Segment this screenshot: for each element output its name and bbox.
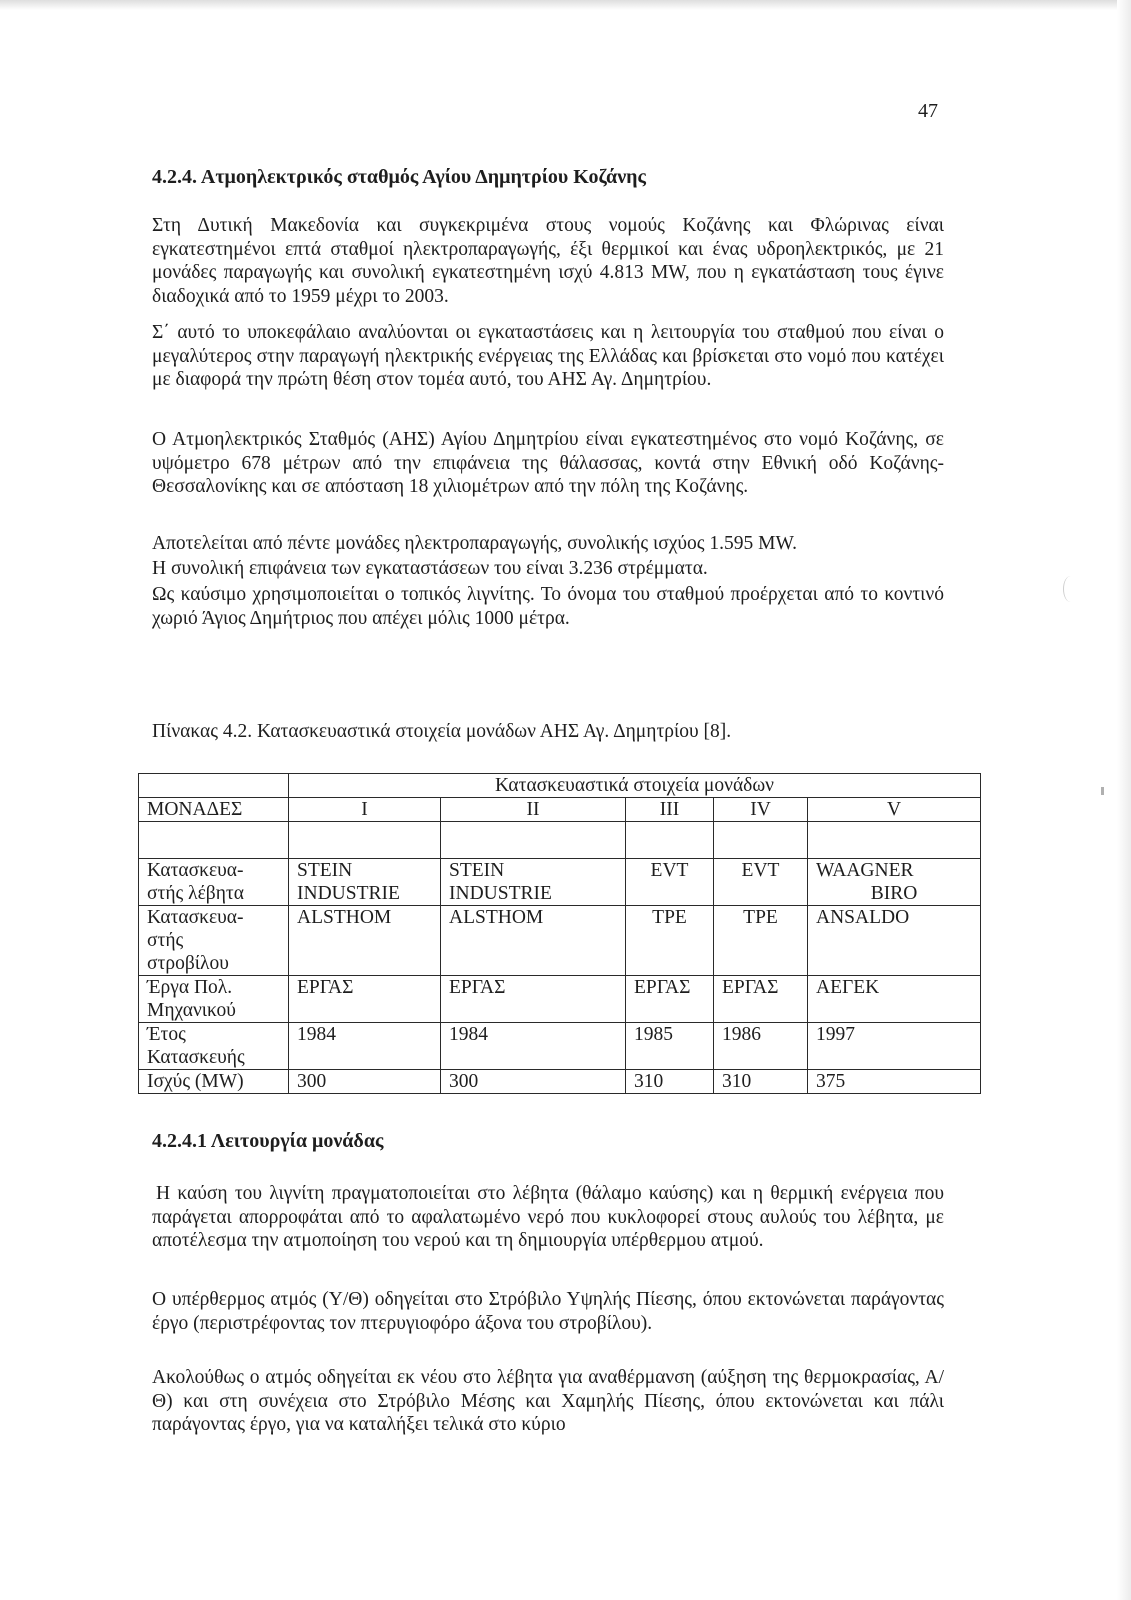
table-cell: ΕΡΓΑΣ xyxy=(441,976,626,1023)
table-title: Κατασκευαστικά στοιχεία μονάδων xyxy=(289,774,981,798)
table-cell: 300 xyxy=(289,1070,441,1094)
table-cell: ANSALDO xyxy=(808,906,981,976)
paragraph: Σ΄ αυτό το υποκεφάλαιο αναλύονται οι εγκαταστάσεις και η λειτουργία του σταθμού που είναι ο μεγαλύτερος στην παραγωγή ηλεκτρικής ενέργειας της Ελλάδας και βρίσκεται στο νομό που κατέχει με διαφορά την πρώτη θέση στον τομέα αυτό, του ΑΗΣ Αγ. Δημητρίου. xyxy=(152,322,944,391)
table-row xyxy=(139,859,981,906)
table-cell: EVT xyxy=(714,859,808,906)
table-caption: Πίνακας 4.2. Κατασκευαστικά στοιχεία μονάδων ΑΗΣ Αγ. Δημητρίου [8]. xyxy=(152,721,732,742)
row-label: Κατασκευα- στής στροβίλου xyxy=(139,906,289,976)
units-table xyxy=(138,773,981,1094)
paragraph: Ο Ατμοηλεκτρικός Σταθμός (ΑΗΣ) Αγίου Δημητρίου είναι εγκατεστημένος στο νομό Κοζάνης, σε υψόμετρο 678 μέτρων από την επιφάνεια της θάλασσας, κοντά στην Εθνική οδό Κοζάνης-Θεσσαλονίκης και σε απόσταση 18 χιλιομέτρων από την πόλη της Κοζάνης. xyxy=(152,429,944,498)
table-cell: 1986 xyxy=(714,1023,808,1070)
table-cell: 375 xyxy=(808,1070,981,1094)
table-cell: 1985 xyxy=(626,1023,714,1070)
scan-mark xyxy=(1063,576,1078,602)
table-cell: 300 xyxy=(441,1070,626,1094)
table-spacer-row xyxy=(139,822,981,859)
table-cell: 1997 xyxy=(808,1023,981,1070)
paragraph: Αποτελείται από πέντε μονάδες ηλεκτροπαραγωγής, συνολικής ισχύος 1.595 MW. xyxy=(152,533,797,554)
table-row xyxy=(139,1070,981,1094)
table-row xyxy=(139,1023,981,1070)
table-cell: ΕΡΓΑΣ xyxy=(289,976,441,1023)
section-title: 4.2.4. Ατμοηλεκτρικός σταθμός Αγίου Δημητρίου Κοζάνης xyxy=(152,166,646,188)
table-cell: EVT xyxy=(626,859,714,906)
table-cell: ΕΡΓΑΣ xyxy=(626,976,714,1023)
table-header-row xyxy=(139,798,981,822)
paragraph: Ο υπέρθερμος ατμός (Υ/Θ) οδηγείται στο Στρόβιλο Υψηλής Πίεσης, όπου εκτονώνεται παράγοντας έργο (περιστρέφοντας τον πτερυγιοφόρο άξονα του στροβίλου). xyxy=(152,1289,944,1334)
table-cell: ΑΕΓΕΚ xyxy=(808,976,981,1023)
table-cell: 1984 xyxy=(441,1023,626,1070)
table-cell: ΕΡΓΑΣ xyxy=(714,976,808,1023)
paragraph: Ακολούθως ο ατμός οδηγείται εκ νέου στο λέβητα για αναθέρμανση (αύξηση της θερμοκρασίας, Α/Θ) και στη συνέχεια στο Στρόβιλο Μέσης και Χαμηλής Πίεσης, όπου εκτονώνεται και πάλι παράγοντας έργο, για να καταλήξει τελικά στο κύριο xyxy=(152,1367,944,1436)
unit-header: II xyxy=(441,798,626,822)
row-label: Έτος Κατασκευής xyxy=(139,1023,289,1070)
paragraph: Στη Δυτική Μακεδονία και συγκεκριμένα στους νομούς Κοζάνης και Φλώρινας είναι εγκατεστημένοι επτά σταθμοί ηλεκτροπαραγωγής, έξι θερμικοί και ένας υδροηλεκτρικός, με 21 μονάδες παραγωγής και συνολική εγκατεστημένη ισχύ 4.813 MW, που η εγκατάσταση τους έγινε διαδοχικά από το 1959 μέχρι το 2003. xyxy=(152,215,944,307)
unit-header: V xyxy=(808,798,981,822)
row-label: Ισχύς (MW) xyxy=(139,1070,289,1094)
scan-edge-top xyxy=(0,0,1131,10)
scan-edge-right xyxy=(1117,0,1131,1600)
table-cell: STEIN INDUSTRIE xyxy=(441,859,626,906)
paragraph: Ως καύσιμο χρησιμοποιείται ο τοπικός λιγνίτης. Το όνομα του σταθμού προέρχεται από το κοντινό χωριό Άγιος Δημήτριος που απέχει μόλις 1000 μέτρα. xyxy=(152,584,944,629)
scan-mark xyxy=(1101,787,1104,795)
table-cell: TPE xyxy=(626,906,714,976)
table-cell: 310 xyxy=(626,1070,714,1094)
table-cell: ALSTHOM xyxy=(441,906,626,976)
table-cell: STEIN INDUSTRIE xyxy=(289,859,441,906)
table-row xyxy=(139,976,981,1023)
paragraph: Η καύση του λιγνίτη πραγματοποιείται στο λέβητα (θάλαμο καύσης) και η θερμική ενέργεια που παράγεται απορροφάται από το αφαλατωμένο νερό που κυκλοφορεί στους αυλούς του λέβητα, με αποτέλεσμα την ατμοποίηση του νερού και τη δημιουργία υπέρθερμου ατμού. xyxy=(152,1183,944,1252)
table-cell: 1984 xyxy=(289,1023,441,1070)
table-cell: ALSTHOM xyxy=(289,906,441,976)
page-number: 47 xyxy=(918,100,938,122)
table-cell: WAAGNER BIRO xyxy=(808,859,981,906)
table-cell: 310 xyxy=(714,1070,808,1094)
subsection-title: 4.2.4.1 Λειτουργία μονάδας xyxy=(152,1130,384,1152)
unit-header: III xyxy=(626,798,714,822)
unit-header: IV xyxy=(714,798,808,822)
table-cell: TPE xyxy=(714,906,808,976)
row-label: Κατασκευα- στής λέβητα xyxy=(139,859,289,906)
paragraph: Η συνολική επιφάνεια των εγκαταστάσεων του είναι 3.236 στρέμματα. xyxy=(152,558,708,579)
table-corner-cell xyxy=(139,774,289,798)
row-label: Έργα Πολ. Μηχανικού xyxy=(139,976,289,1023)
table-header-label: ΜΟΝΑΔΕΣ xyxy=(139,798,289,822)
table-title-row xyxy=(139,774,981,798)
table-row xyxy=(139,906,981,976)
unit-header: I xyxy=(289,798,441,822)
